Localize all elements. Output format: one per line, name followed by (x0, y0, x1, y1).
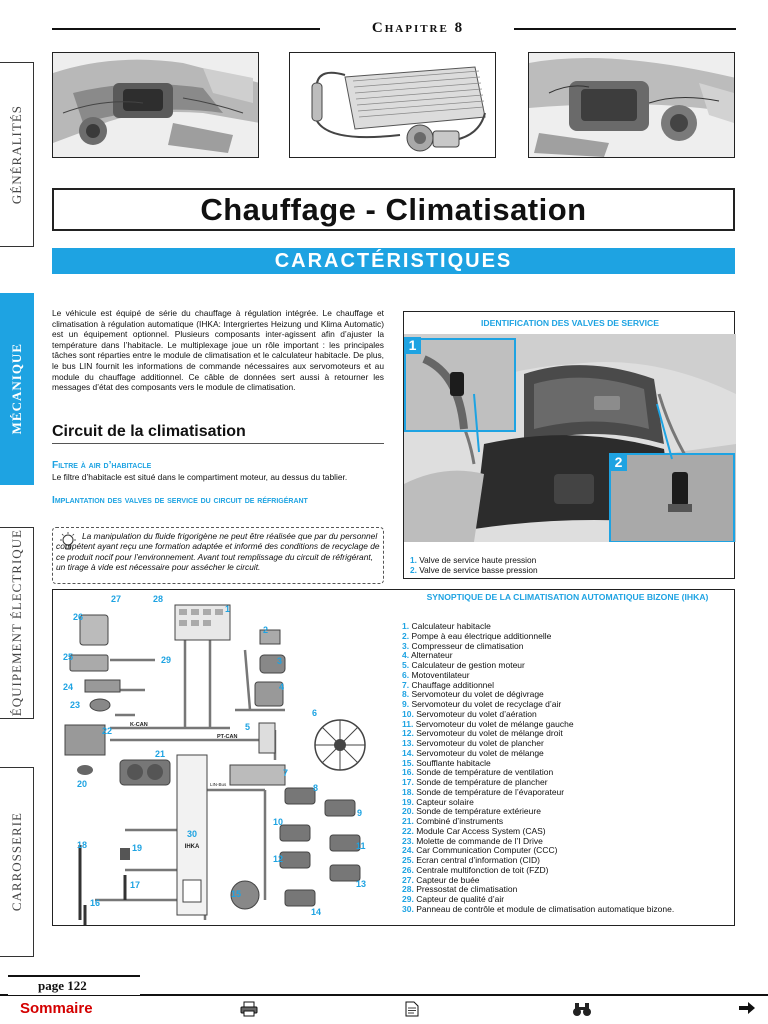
legend-number: 12. (402, 728, 414, 739)
legend-text: Capteur de buée (416, 874, 480, 885)
legend-text: Pompe à eau électrique additionnelle (411, 630, 552, 641)
dashboard-heater-photo (52, 52, 259, 158)
legend-text: Module Car Access System (CAS) (416, 825, 546, 836)
valve-caption: 2. Valve de service basse pression (410, 565, 538, 576)
tab-generalites-label: GÉNÉRALITÉS (8, 104, 24, 205)
svg-text:3: 3 (277, 656, 283, 666)
svg-text:1: 1 (225, 604, 231, 614)
svg-text:21: 21 (155, 749, 166, 759)
legend-number: 13. (402, 738, 414, 748)
main-title-box (52, 188, 735, 231)
legend-number: 26. (402, 864, 414, 875)
legend-text: Sonde de température de ventilation (416, 767, 554, 778)
legend-text: Combiné d’instruments (416, 816, 504, 826)
svg-text:24: 24 (63, 682, 74, 692)
document-icon[interactable] (404, 1001, 420, 1021)
legend-number: 8. (402, 689, 410, 700)
svg-text:27: 27 (111, 594, 122, 604)
legend-number: 17. (402, 777, 414, 787)
legend-item (402, 905, 732, 915)
section-band (52, 248, 735, 274)
heater-box-photo (528, 52, 735, 158)
kcan-label: K-CAN (130, 722, 148, 728)
svg-text:16: 16 (90, 898, 101, 908)
valves-captions (410, 555, 538, 575)
ihka-number: 30 (186, 829, 198, 839)
tab-carrosserie-label: CARROSSERIE (8, 812, 24, 912)
valves-panel-title: IDENTIFICATION DES VALVES DE SERVICE (481, 318, 659, 328)
circuit-heading: Circuit de la climatisation (52, 423, 384, 444)
engine-bay-photo (404, 334, 736, 542)
legend-number: 20. (402, 806, 414, 817)
legend-text: Motoventilateur (411, 669, 470, 680)
legend-number: 5. (402, 660, 410, 670)
legend-number: 16. (402, 767, 414, 778)
svg-text:5: 5 (245, 722, 251, 732)
legend-text: Ecran central d’information (CID) (416, 855, 540, 865)
legend-number: 15. (402, 757, 414, 768)
legend-text: Sonde de température de l’évaporateur (416, 786, 565, 797)
valves-heading: Implantation des valves de service du circuit de réfrigérant (52, 495, 308, 506)
legend-number: 1. (402, 621, 410, 631)
legend-number: 2. (402, 630, 410, 641)
svg-text:12: 12 (273, 854, 284, 864)
linbus-label: LIN-Bus (210, 782, 227, 787)
legend-text: Compresseur de climatisation (411, 640, 524, 651)
legend-text: Sonde de température extérieure (416, 806, 541, 817)
printer-icon[interactable] (240, 1001, 258, 1021)
legend-number: 24. (402, 845, 414, 856)
legend-text: Servomoteur du volet d’aération (416, 708, 537, 719)
synoptic-title: SYNOPTIQUE DE LA CLIMATISATION AUTOMATIQUE BIZONE (IHKA) (426, 592, 709, 602)
filter-paragraph: Le filtre d’habitacle est situé dans le compartiment moteur, au dessus du tablier. (52, 472, 348, 482)
legend-number: 30. (402, 903, 414, 914)
legend-number: 22. (402, 825, 414, 836)
svg-text:7: 7 (283, 768, 289, 778)
svg-text:18: 18 (77, 840, 88, 850)
synoptic-legend (402, 622, 732, 915)
legend-text: Capteur de qualité d’air (416, 894, 505, 904)
svg-text:4: 4 (279, 682, 285, 692)
svg-text:6: 6 (312, 708, 318, 718)
legend-text: Pressostat de climatisation (416, 884, 518, 895)
warning-note (52, 527, 384, 584)
page-badge (8, 975, 140, 995)
intro-paragraph: Le véhicule est équipé de série du chauffage à régulation intégrée. Le chauffage et climatisation à régulation automatique (IHKA: Intergriertes Heizung und Klima Automatic) est un équipement optionnel. Plusieurs composants inter-agissent afin d’ajuster la température dans l’habitacle. Le multiplexage joue un rôle important : les principales tâches sont réparties entre le module de climatisation et le calculateur habitacle. De plus, le bus LIN fournit les informations de commande nécessaires aux servomoteurs et au module du chauffage additionnel. Ce câble de données sert aussi à retourner les messages d’état des composants vers le module de climatisation. (52, 308, 384, 393)
chapter-header (52, 20, 736, 36)
tab-equipement-electrique[interactable] (0, 527, 34, 719)
svg-text:28: 28 (153, 594, 164, 604)
legend-number: 14. (402, 747, 414, 758)
legend-text: Calculateur de gestion moteur (411, 660, 525, 670)
synoptic-diagram (55, 590, 385, 925)
legend-text: Molette de commande de l’I Drive (416, 835, 543, 846)
condenser-compressor-photo (289, 52, 496, 158)
legend-text: Sonde de température de plancher (416, 777, 548, 787)
legend-text: Panneau de contrôle et module de climatisation automatique bizone. (416, 903, 675, 914)
svg-text:22: 22 (102, 726, 113, 736)
legend-number: 23. (402, 835, 414, 846)
chapter-rule-left (52, 28, 320, 30)
binoculars-icon[interactable] (572, 1001, 592, 1021)
page-number: page 122 (38, 978, 87, 993)
svg-text:25: 25 (63, 652, 74, 662)
legend-text: Chauffage additionnel (411, 679, 495, 690)
tab-mecanique-label: MÉCANIQUE (8, 343, 24, 435)
legend-number: 25. (402, 855, 414, 865)
legend-number: 11. (402, 718, 414, 729)
legend-number: 27. (402, 874, 414, 885)
legend-number: 10. (402, 708, 414, 719)
legend-number: 21. (402, 816, 414, 826)
inset-label-1: 1 (408, 337, 417, 353)
tab-generalites[interactable] (0, 62, 34, 247)
legend-number: 7. (402, 679, 410, 690)
svg-text:23: 23 (70, 700, 81, 710)
svg-text:13: 13 (356, 879, 367, 889)
legend-text: Servomoteur du volet de recyclage d’air (411, 699, 562, 709)
svg-text:20: 20 (77, 779, 88, 789)
svg-text:29: 29 (161, 655, 172, 665)
sommaire-link[interactable]: Sommaire (20, 1000, 93, 1017)
warning-text: La manipulation du fluide frigorigène ne peut être réalisée que par du personnel compétent ayant reçu une formation adaptée et informé des conditions de recyclage de ce produit nocif pour l’environnement. Avant tout remplissage du circuit de réfrigérant, un tirage à vide est nécessaire pour assécher le circuit. (56, 531, 380, 572)
legend-text: Alternateur (411, 650, 453, 661)
svg-text:17: 17 (130, 880, 141, 890)
legend-number: 29. (402, 894, 414, 904)
valve-caption: 1. Valve de service haute pression (410, 555, 537, 565)
legend-text: Car Communication Computer (CCC) (416, 845, 558, 856)
legend-text: Servomoteur du volet de plancher (416, 738, 544, 748)
legend-text: Servomoteur du volet de dégivrage (411, 689, 544, 700)
page-title: Chauffage - Climatisation (200, 191, 587, 227)
ptcan-label: PT-CAN (217, 734, 238, 740)
legend-number: 3. (402, 640, 410, 651)
svg-text:8: 8 (313, 783, 319, 793)
legend-text: Centrale multifonction de toit (FZD) (416, 864, 549, 875)
svg-text:26: 26 (73, 612, 84, 622)
tab-carrosserie[interactable] (0, 767, 34, 957)
service-valves-panel (403, 311, 735, 579)
legend-number: 28. (402, 884, 414, 895)
legend-text: Soufflante habitacle (416, 757, 491, 768)
inset-label-2: 2 (614, 454, 623, 470)
chapter-title: Chapitre 8 (371, 20, 465, 36)
ihka-label: IHKA (184, 844, 200, 850)
legend-number: 4. (402, 650, 410, 661)
svg-text:14: 14 (311, 907, 322, 917)
section-title: CARACTÉRISTIQUES (274, 249, 513, 272)
svg-text:15: 15 (231, 889, 242, 899)
svg-text:11: 11 (356, 841, 366, 851)
svg-text:19: 19 (132, 843, 143, 853)
tab-equipement-label: ÉQUIPEMENT ÉLECTRIQUE (8, 529, 24, 717)
legend-number: 18. (402, 786, 414, 797)
legend-text: Capteur solaire (416, 796, 474, 807)
legend-text: Servomoteur du volet de mélange droit (416, 728, 563, 739)
legend-text: Servomoteur du volet de mélange gauche (415, 718, 574, 729)
legend-text: Servomoteur du volet de mélange (416, 747, 544, 758)
legend-number: 9. (402, 699, 410, 709)
arrow-right-icon[interactable] (738, 1001, 756, 1019)
svg-text:10: 10 (273, 817, 284, 827)
tab-mecanique[interactable] (0, 293, 34, 485)
legend-text: Calculateur habitacle (411, 621, 491, 631)
filter-heading: Filtre à air d’habitacle (52, 460, 152, 471)
legend-number: 6. (402, 669, 410, 680)
chapter-rule-right (514, 28, 736, 30)
legend-number: 19. (402, 796, 414, 807)
svg-text:2: 2 (263, 625, 269, 635)
svg-text:9: 9 (357, 808, 363, 818)
